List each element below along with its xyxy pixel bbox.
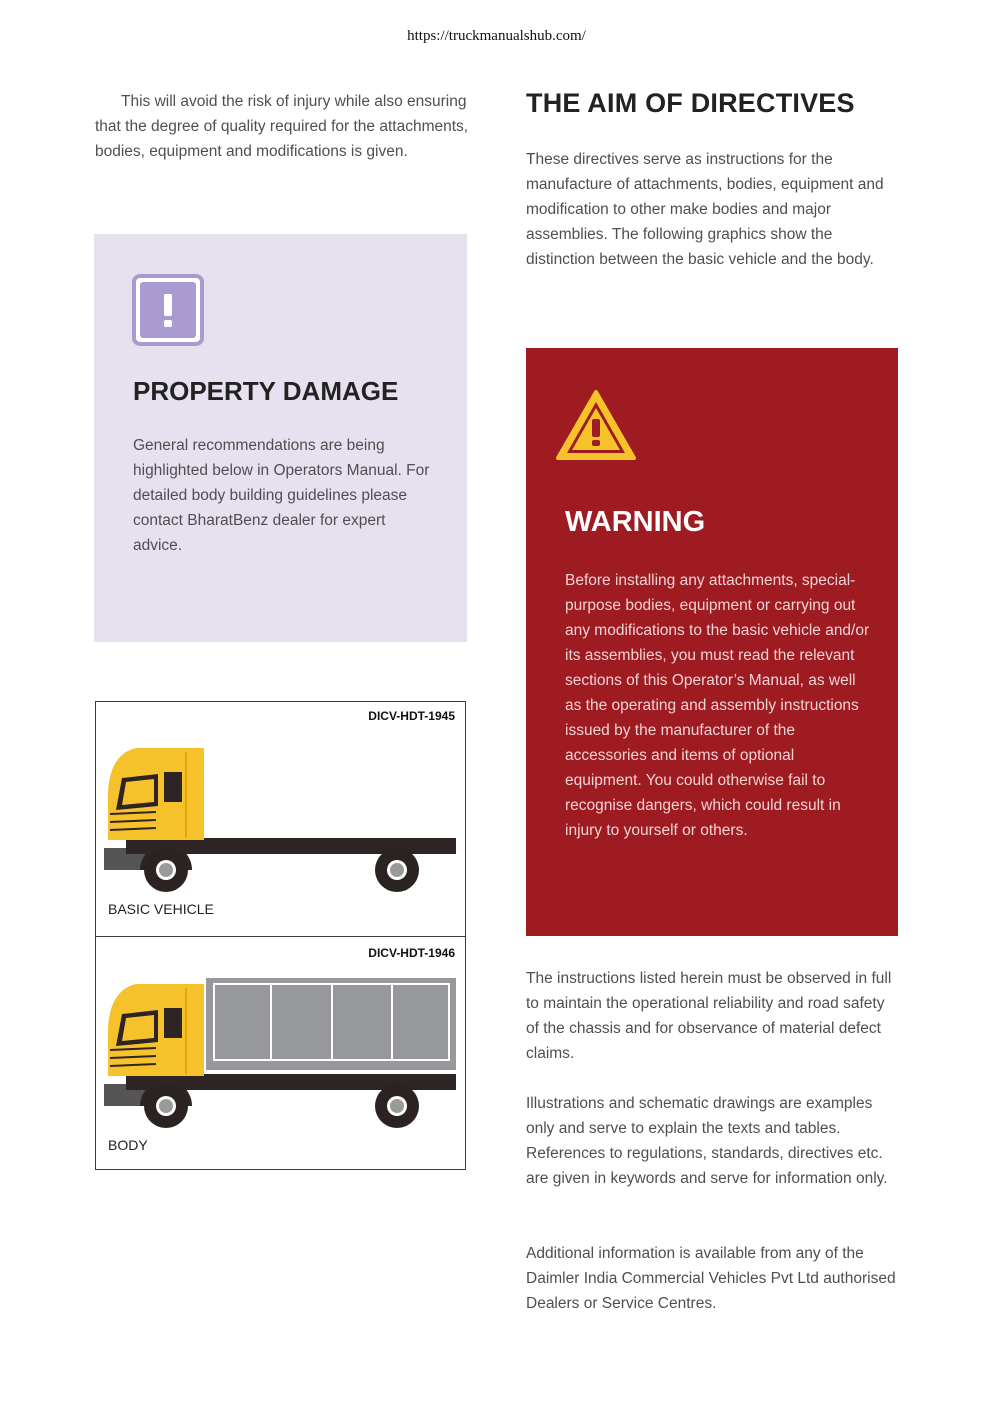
property-damage-title: PROPERTY DAMAGE <box>133 376 399 406</box>
aim-title: THE AIM OF DIRECTIVES <box>526 88 855 118</box>
paragraph-additional-info: Additional information is available from any of the Daimler India Commercial Vehicles Pvt Ltd authorised Dealers or Service Centres. <box>526 1245 896 1312</box>
exclamation-square-icon <box>132 274 204 351</box>
warning-title: WARNING <box>565 506 706 538</box>
paragraph-illustrations: Illustrations and schematic drawings are examples only and serve to explain the texts and tables. References to regulations, standards, directives etc. are given in keywords and serve for information only. <box>526 1095 888 1187</box>
aim-body: These directives serve as instructions for the manufacture of attachments, bodies, equipment and modification to other make bodies and major assemblies. The following graphics show the distinction between the basic vehicle and the body. <box>526 151 884 268</box>
source-url: https://truckmanualshub.com/ <box>407 28 586 44</box>
figure-code-body: DICV-HDT-1946 <box>368 946 455 960</box>
basic-vehicle-illustration <box>96 742 466 907</box>
intro-paragraph: This will avoid the risk of injury while also ensuring that the degree of quality required for the attachments, bodies, equipment and modifications is given. <box>95 93 469 160</box>
warning-body: Before installing any attachments, special-purpose bodies, equipment or carrying out any modifications to the basic vehicle and/or its assemblies, you must read the relevant sections of this Operator’s Manual, as well as the operating and assembly instructions issued by the manufacturer of the accessories and items of optional equipment. You could otherwise fail to recognise dangers, which could result in injury to yourself or others. <box>565 572 870 839</box>
property-damage-notice <box>94 234 467 642</box>
figure-label-body: BODY <box>108 1137 148 1153</box>
body-vehicle-illustration <box>96 978 466 1143</box>
figure-code-basic: DICV-HDT-1945 <box>368 709 455 723</box>
warning-notice <box>526 348 898 936</box>
paragraph-instructions: The instructions listed herein must be observed in full to maintain the operational reliability and road safety of the chassis and for observance of material defect claims. <box>526 970 892 1062</box>
figure-label-basic: BASIC VEHICLE <box>108 901 214 917</box>
property-damage-body: General recommendations are being highlighted below in Operators Manual. For detailed body building guidelines please contact BharatBenz dealer for expert advice. <box>133 437 430 554</box>
warning-triangle-icon <box>554 388 638 467</box>
vehicle-figures <box>95 701 466 1170</box>
figure-divider <box>96 936 465 937</box>
